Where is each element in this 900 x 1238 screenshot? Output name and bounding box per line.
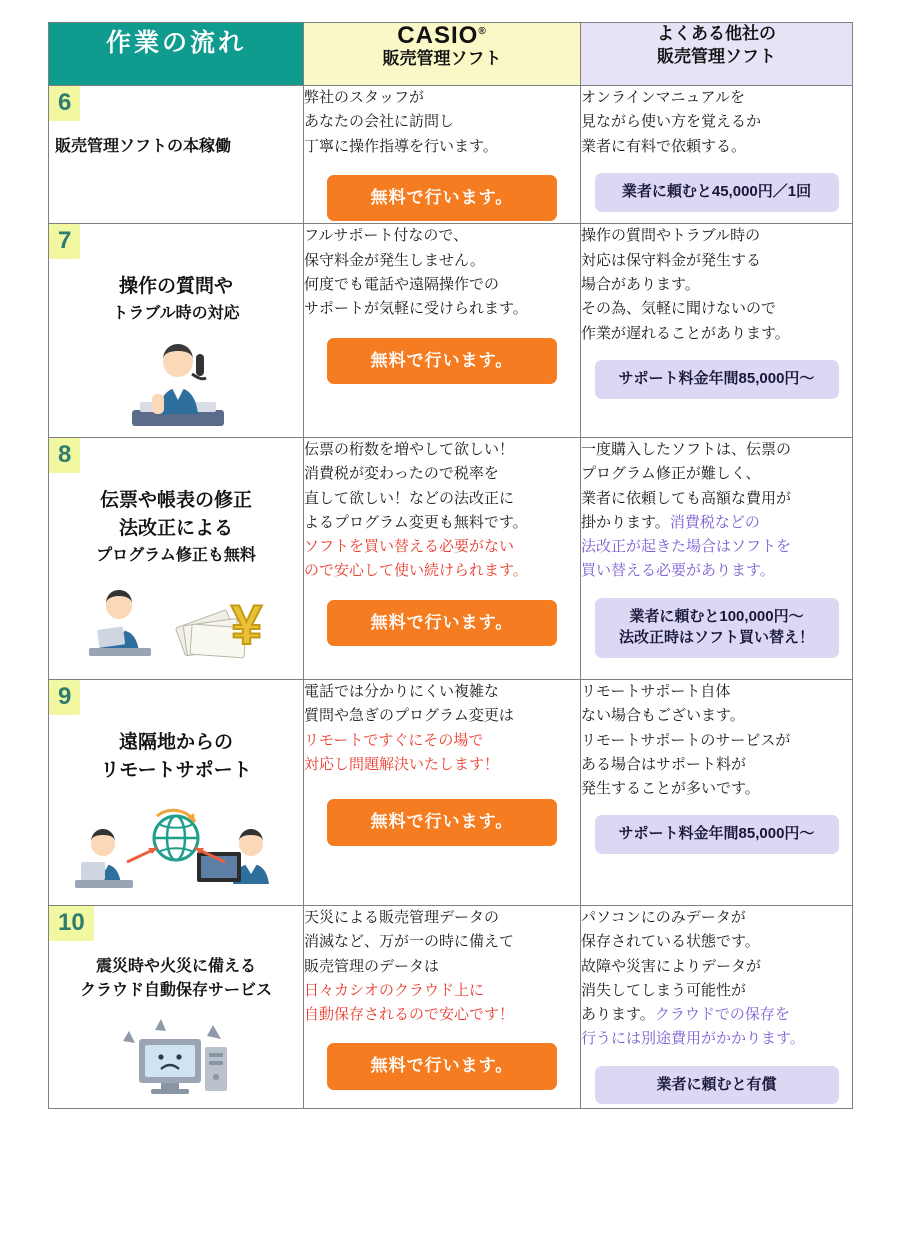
casio-text — [304, 906, 580, 1027]
phone-support-illustration — [49, 336, 303, 437]
cost-badge: 業者に頼むと有償 — [595, 1066, 839, 1105]
casio-logo-text: CASIO — [397, 22, 479, 49]
free-badge: 無料で行います。 — [327, 338, 557, 385]
other-cell — [581, 679, 853, 905]
casio-text — [304, 86, 580, 159]
table-header-row — [49, 23, 853, 86]
other-text — [581, 224, 852, 345]
text-line: 天災による販売管理データの — [304, 908, 500, 926]
svg-text:¥: ¥ — [231, 592, 263, 656]
spacer — [304, 777, 580, 783]
step-number-badge: 7 — [49, 224, 80, 259]
text-line: 作業が遅れることがあります。 — [581, 324, 790, 342]
text-fragment-highlight: 消費税などの — [669, 513, 760, 531]
other-text — [581, 86, 852, 159]
step-cell — [49, 224, 304, 438]
casio-text — [304, 680, 580, 777]
text-line: 一度購入したソフトは、伝票の — [581, 440, 792, 458]
other-cell — [581, 86, 853, 224]
other-text — [581, 680, 852, 801]
header-flow: 作業の流れ — [49, 23, 304, 86]
text-line-highlight: 日々カシオのクラウド上に — [304, 981, 485, 999]
text-line: 消費税が変わったので税率を — [304, 465, 499, 483]
table-row — [49, 437, 853, 679]
text-line: 消失してしまう可能性が — [581, 981, 747, 999]
money-and-laptop-illustration — [49, 578, 303, 679]
cost-badge-line: 業者に頼むと100,000円～ — [629, 607, 804, 625]
text-line-highlight: 買い替える必要があります。 — [581, 562, 775, 580]
free-badge: 無料で行います。 — [327, 175, 557, 222]
step-cell — [49, 679, 304, 905]
step-number-badge: 6 — [49, 86, 80, 121]
step-title-line: リモートサポート — [100, 760, 252, 782]
text-line-highlight: 対応し問題解決いたします！ — [304, 755, 500, 773]
step-title — [49, 273, 303, 326]
text-line: 保存されている状態です。 — [581, 933, 760, 951]
other-cell — [581, 905, 853, 1108]
text-line: 業者に依頼しても高額な費用が — [581, 489, 792, 507]
text-line — [581, 1003, 852, 1027]
step-number-badge: 8 — [49, 438, 80, 473]
text-line: 発生することが多いです。 — [581, 780, 760, 798]
text-line: 保守料金が発生しません。 — [304, 251, 485, 269]
step-title-line: プログラム修正も無料 — [96, 546, 256, 564]
text-line: 操作の質問やトラブル時の — [581, 227, 761, 245]
text-line: 何度でも電話や遠隔操作での — [304, 276, 500, 294]
text-line: 消滅など、万が一の時に備えて — [304, 933, 515, 951]
text-line: フルサポート付なので、 — [304, 227, 469, 245]
other-text — [581, 906, 852, 1052]
table-row — [49, 86, 853, 224]
header-other-line2: 販売管理ソフト — [657, 46, 776, 66]
cost-badge — [595, 598, 839, 659]
text-line: 直して欲しい！などの法改正に — [304, 489, 515, 507]
comparison-table — [48, 22, 853, 1109]
other-text — [581, 438, 852, 584]
step-number-badge: 10 — [49, 906, 94, 941]
text-line: あなたの会社に訪問し — [304, 113, 455, 131]
casio-cell — [304, 679, 581, 905]
text-fragment: あります。 — [581, 1006, 655, 1024]
text-line-highlight: 行うには別途費用がかかります。 — [581, 1030, 805, 1048]
casio-cell — [304, 224, 581, 438]
text-line: ない場合もございます。 — [581, 707, 745, 725]
header-other-line1: よくある他社の — [657, 24, 776, 43]
text-line-highlight: ソフトを買い替える必要がない — [304, 538, 515, 556]
other-cell — [581, 224, 853, 438]
text-line: 質問や急ぎのプログラム変更は — [304, 707, 514, 725]
header-casio — [304, 23, 581, 86]
text-line: 場合があります。 — [581, 276, 700, 294]
table-row — [49, 224, 853, 438]
step-title — [49, 135, 303, 159]
table-row — [49, 679, 853, 905]
casio-cell — [304, 437, 581, 679]
text-line-highlight: 法改正が起きた場合はソフトを — [581, 538, 792, 556]
casio-text — [304, 224, 580, 321]
text-line-highlight: 自動保存されるので安心です！ — [304, 1006, 515, 1024]
text-line: よるプログラム変更も無料です。 — [304, 513, 528, 531]
free-badge: 無料で行います。 — [327, 600, 557, 647]
step-title-line: 販売管理ソフトの本稼働 — [55, 138, 232, 155]
cost-badge-line: 法改正時はソフト買い替え！ — [618, 629, 814, 647]
casio-text — [304, 438, 580, 584]
text-fragment-highlight: クラウドでの保存を — [654, 1006, 790, 1024]
text-line: 弊社のスタッフが — [304, 89, 425, 106]
text-line: 伝票の桁数を増やして欲しい！ — [304, 440, 515, 458]
text-line: パソコンにのみデータが — [581, 908, 746, 926]
broken-pc-illustration — [49, 1013, 303, 1108]
cost-badge: サポート料金年間85,000円～ — [595, 815, 839, 854]
text-line: 見ながら使い方を覚えるか — [581, 113, 762, 131]
text-line: リモートサポート自体 — [581, 682, 731, 700]
step-title-line: トラブル時の対応 — [112, 304, 240, 322]
step-cell — [49, 905, 304, 1108]
cost-badge: 業者に頼むと45,000円／1回 — [595, 173, 839, 212]
step-cell — [49, 86, 304, 224]
header-other — [581, 23, 853, 86]
step-title-line: クラウド自動保存サービス — [79, 981, 272, 999]
free-badge: 無料で行います。 — [327, 799, 557, 846]
casio-cell — [304, 86, 581, 224]
step-number-badge: 9 — [49, 680, 80, 715]
header-casio-subtitle: 販売管理ソフト — [382, 49, 502, 69]
text-line: リモートサポートのサービスが — [581, 731, 791, 749]
step-title — [49, 729, 303, 786]
step-title-line: 震災時や火災に備える — [95, 957, 256, 975]
registered-mark-icon: ® — [478, 26, 487, 37]
text-line: プログラム修正が難しく、 — [581, 465, 761, 483]
remote-support-illustration — [49, 796, 303, 905]
text-line: サポートが気軽に受けられます。 — [304, 300, 528, 318]
other-cell — [581, 437, 853, 679]
step-title-line: 伝票や帳表の修正 — [99, 489, 252, 511]
text-line: 丁寧に操作指導を行います。 — [304, 137, 498, 155]
step-title-line: 操作の質問や — [118, 276, 233, 298]
step-cell — [49, 437, 304, 679]
text-line: オンラインマニュアルを — [581, 89, 745, 106]
casio-logo — [304, 23, 580, 48]
text-line: 対応は保守料金が発生する — [581, 251, 762, 269]
text-line: 電話では分かりにくい複雑な — [304, 682, 500, 700]
text-line-highlight: ので安心して使い続けられます。 — [304, 562, 528, 580]
free-badge: 無料で行います。 — [327, 1043, 557, 1090]
cost-badge: サポート料金年間85,000円～ — [595, 360, 839, 399]
text-fragment: 掛かります。 — [581, 513, 670, 531]
casio-cell — [304, 905, 581, 1108]
text-line: 業者に有料で依頼する。 — [581, 137, 747, 155]
text-line: その為、気軽に聞けないので — [581, 300, 777, 318]
text-line: 故障や災害によりデータが — [581, 957, 762, 975]
step-title — [49, 955, 303, 1003]
table-row — [49, 905, 853, 1108]
text-line: ある場合はサポート料が — [581, 755, 747, 773]
text-line-highlight: リモートですぐにその場で — [304, 731, 484, 749]
text-line: 販売管理のデータは — [304, 957, 440, 975]
step-title-line: 遠隔地からの — [118, 731, 233, 753]
text-line — [581, 511, 852, 535]
step-title — [49, 487, 303, 568]
step-title-line: 法改正による — [118, 518, 233, 540]
